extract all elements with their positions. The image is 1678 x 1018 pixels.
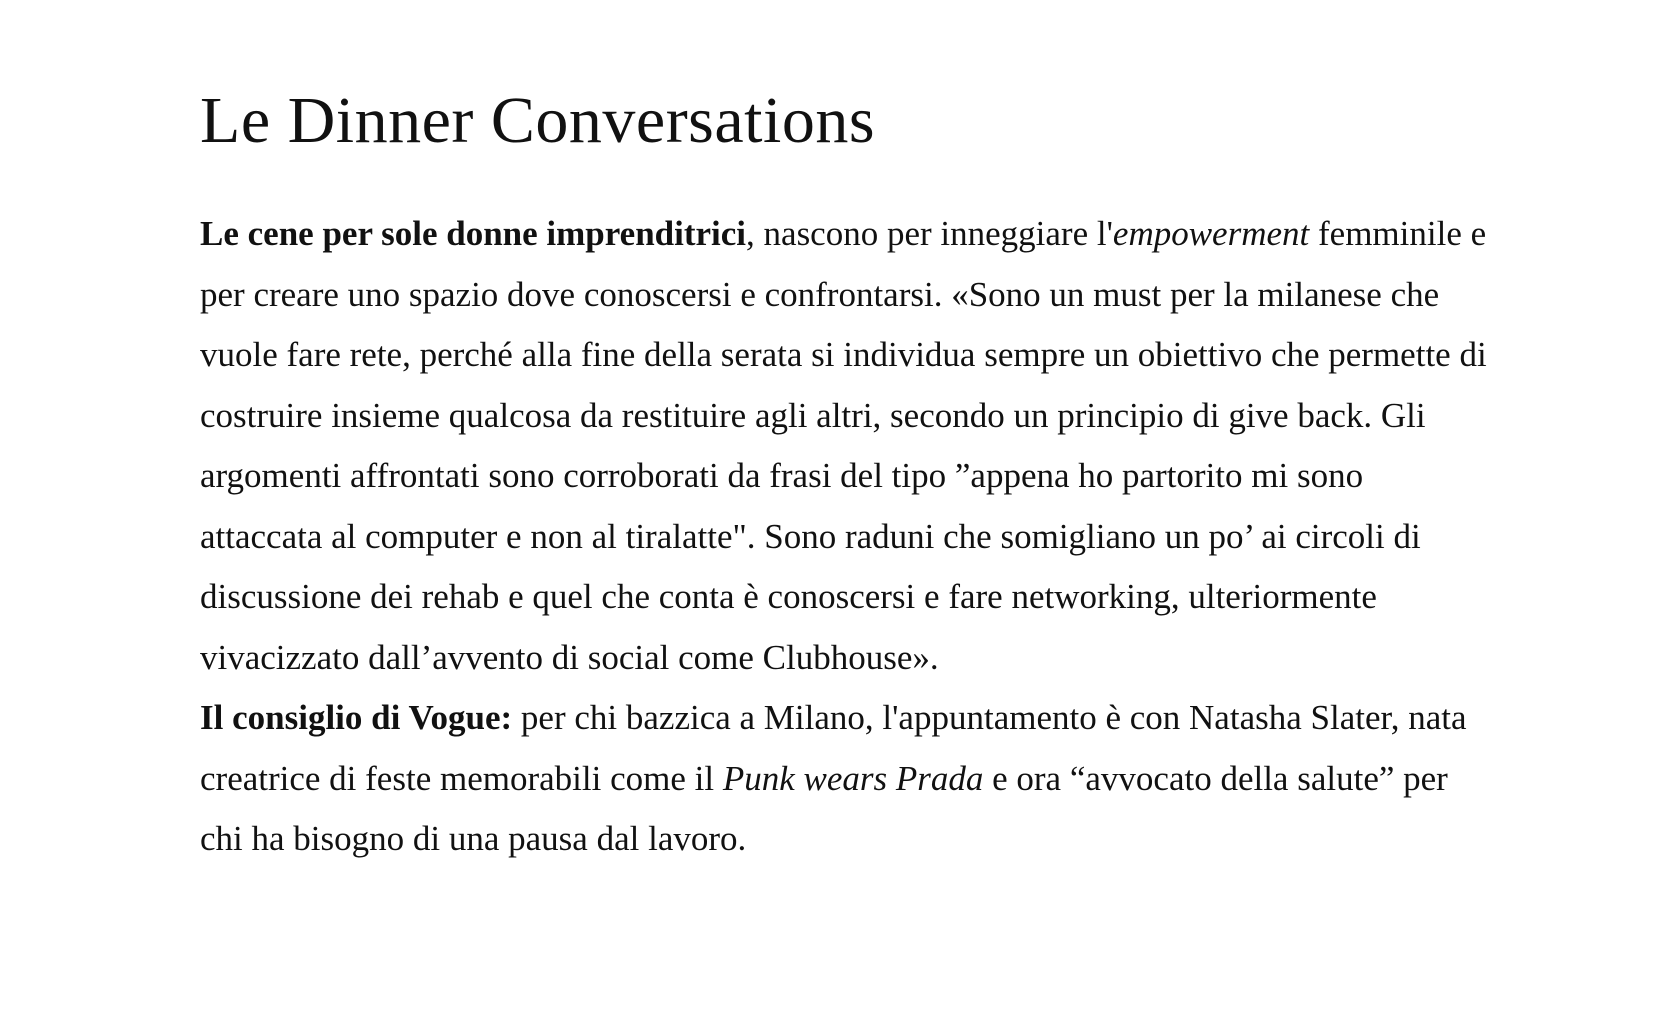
- paragraph-italic-term: empowerment: [1112, 214, 1310, 253]
- article-title: Le Dinner Conversations: [200, 84, 876, 157]
- paragraph-text: femminile e per creare uno spazio dove conoscersi e confrontarsi. «Sono un must per la milanese che vuole fare rete, perché alla fine della serata si individua sempre un obiettivo che permette di costruire insieme qualcosa da restituire agli altri, secondo un principio di give back. Gli argomenti affrontati sono corroborati da frasi del tipo ”appena ho partorito mi sono attaccata al computer e non al tiralatte". Sono raduni che somigliano un po’ ai circoli di discussione dei rehab e quel che conta è conoscersi e fare networking, ulteriormente vivacizzato dall’avvento di social come Clubhouse».: [200, 214, 1487, 677]
- paragraph-italic-term: Punk wears Prada: [722, 758, 984, 798]
- paragraph-bold-lead: Le cene per sole donne imprenditrici: [200, 214, 747, 253]
- article: [200, 80, 1490, 870]
- advice-bold-lead: Il consiglio di Vogue:: [200, 698, 513, 737]
- paragraph-text: , nascono per inneggiare l': [746, 214, 1113, 253]
- paragraph-text: e ora “avvocato della salute” per chi ha bisogno di una pausa dal lavoro.: [200, 758, 1448, 858]
- article-paragraph-intro: [200, 204, 1490, 688]
- article-paragraph-advice: [200, 688, 1490, 870]
- paragraph-text: per chi bazzica a Milano, l'appuntamento è con Natasha Slater, nata creatrice di feste memorabili come il: [200, 698, 1467, 798]
